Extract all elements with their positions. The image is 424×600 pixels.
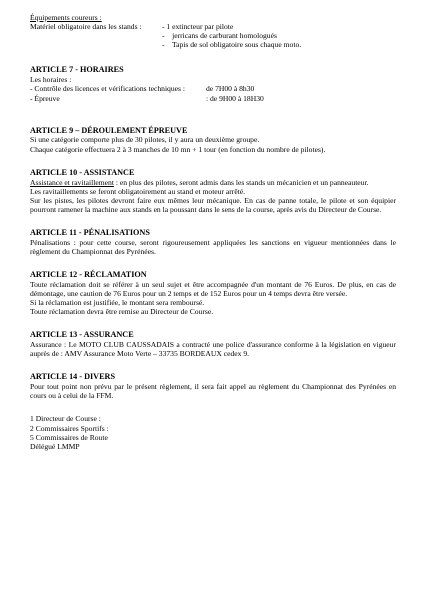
article-9-line: Chaque catégorie effectuera 2 à 3 manches de 10 mn + 1 tour (en fonction du nombre de pilotes). [30, 144, 326, 154]
equipment-item: - Tapis de sol obligatoire sous chaque moto. [162, 40, 302, 50]
article-12-paragraph: Si la réclamation est justifiée, le montant sera remboursé. [30, 298, 205, 308]
article-11-title: ARTICLE 11 - PÉNALISATIONS [30, 227, 150, 237]
schedule-value: de 7H00 à 8h30 [206, 84, 255, 94]
equipment-heading: Équipements coureurs : [30, 13, 102, 22]
article-12-paragraph: Toute réclamation doit se référer à un seul sujet et être accompagnée d'un montant de 76 Euros. De plus, en cas de démontage, une caution de 76 Euros pour un 2 temps et de 152 Euros pour un 4 temps devra être versée. [30, 279, 396, 298]
schedule-row [30, 84, 396, 93]
article-10-paragraph: Les ravitaillements se feront obligatoirement au stand et moteur arrêté. [30, 186, 246, 196]
assistance-term: Assistance et ravitaillement [30, 177, 114, 187]
schedule-value: : de 9H00 à 18H30 [206, 93, 264, 103]
article-9-line: Si une catégorie comporte plus de 30 pilotes, il y aura un deuxième groupe. [30, 135, 260, 145]
article-7-intro: Les horaires : [30, 75, 72, 85]
schedule-label: - Contrôle des licences et vérifications techniques : [30, 84, 185, 94]
equipment-item: - jerricans de carburant homologués [162, 31, 277, 41]
article-7-title: ARTICLE 7 - HORAIRES [30, 65, 124, 75]
assistance-text: : en plus des pilotes, seront admis dans les stands un mécanicien et un panneauteur. [113, 177, 369, 187]
article-14-title: ARTICLE 14 - DIVERS [30, 372, 116, 382]
schedule-label: - Épreuve [30, 93, 60, 103]
equipment-list [162, 22, 301, 49]
article-10-paragraph [30, 178, 396, 187]
official-line: 5 Commissaires de Route [30, 432, 108, 442]
official-line: Délégué LMMP [30, 441, 80, 451]
article-13-text: Assurance : Le MOTO CLUB CAUSSADAIS a contracté une police d'assurance conforme à la législation en vigueur auprès de : AMV Assurance Moto Verte – 33735 BORDEAUX cedex 9. [30, 340, 396, 359]
equipment-item: - 1 extincteur par pilote [162, 22, 234, 32]
article-12-title: ARTICLE 12 - RÉCLAMATION [30, 270, 147, 280]
officials-list [30, 414, 396, 450]
article-13-title: ARTICLE 13 - ASSURANCE [30, 330, 134, 340]
article-10-title: ARTICLE 10 - ASSISTANCE [30, 167, 135, 177]
article-12-paragraph: Toute réclamation devra être remise au Directeur de Course. [30, 307, 214, 317]
official-line: 2 Commissaires Sportifs : [30, 423, 109, 433]
document-page [30, 13, 396, 451]
article-14-text: Pour tout point non prévu par le présent règlement, il sera fait appel au règlement du Championnat des Pyrénées en cours ou à celui de la FFM. [30, 382, 396, 401]
equipment-block [30, 22, 396, 49]
schedule-row [30, 94, 396, 103]
article-10-paragraph: Sur les pistes, les pilotes devront faire eux mêmes leur mécanique. En cas de panne totale, le pilote et son équipier pourront ramener la machine aux stands en la poussant dans le sens de la course, après avis du Directeur de Course. [30, 195, 396, 214]
article-11-text: Pénalisations : pour cette course, seront rigoureusement appliquées les sanctions en vigueur mentionnées dans le règlement du Championnat des Pyrénées. [30, 237, 396, 256]
official-line: 1 Directeur de Course : [30, 414, 101, 424]
equipment-mandatory-label: Matériel obligatoire dans les stands : [30, 22, 142, 32]
article-9-title: ARTICLE 9 – DÉROULEMENT ÉPREUVE [30, 125, 188, 135]
